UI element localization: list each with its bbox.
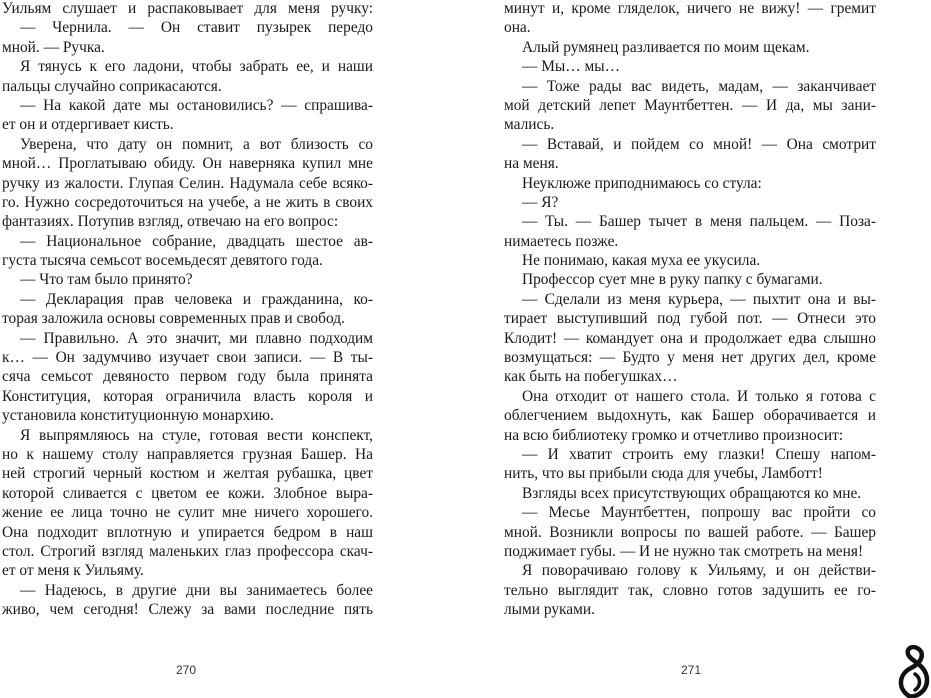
left-page-number: 270: [175, 663, 197, 677]
text-line: — Вставай, и пойдем со мной! — Она смотрит: [522, 135, 876, 153]
text-line: — Мы… мы…: [522, 58, 620, 76]
text-line: как быть на побегушках…: [504, 368, 678, 386]
text-line: Конституция, которая ограничила власть короля и: [2, 387, 373, 405]
left-page-text: [2, 0, 373, 620]
text-line: — Декларация прав человека и гражданина, ко-: [20, 290, 373, 308]
text-line: Она отходит от нашего стола. И только я готова с: [522, 387, 876, 405]
text-line: облегчением выдохнуть, как Башер оборачивается и: [504, 407, 876, 425]
text-line: мались.: [504, 116, 555, 134]
text-line: ет он и отдергивает кисть.: [2, 116, 174, 134]
text-line: ет от меня к Уильяму.: [2, 562, 144, 580]
text-line: пальцы случайно соприкасаются.: [2, 77, 222, 95]
text-line: лыми руками.: [504, 601, 595, 619]
text-line: тельно выглядит так, словно готов задушить ее го-: [504, 581, 876, 599]
text-line: — Месье Маунтбеттен, попрошу вас пройти со: [522, 504, 876, 522]
text-line: нить, что вы прибыли сюда для учебы, Ламботт!: [504, 465, 823, 483]
text-line: — И хватит строить ему глазки! Спешу напом-: [522, 445, 876, 463]
text-line: Я тянусь к его ладони, чтобы забрать ее, и наши: [20, 58, 373, 76]
text-line: Уильям слушает и распаковывает для меня ручку:: [2, 0, 373, 17]
text-line: которой сливается с цветом ее кожи. Злобное выра-: [2, 484, 373, 502]
text-line: Я поворачиваю голову к Уильяму, и он действи-: [522, 562, 876, 580]
text-line: мной… Проглатываю обиду. Он наверняка купил мне: [2, 155, 373, 173]
text-line: Я выпрямляюсь на стуле, готовая вести конспект,: [20, 426, 373, 444]
text-line: Алый румянец разливается по моим щекам.: [522, 38, 810, 56]
text-line: ручку из жалости. Глупая Селин. Надумала себе всяко-: [2, 174, 373, 192]
text-line: к… — Он задумчиво изучает свои записи. — В ты-: [2, 349, 373, 367]
text-line: она.: [504, 19, 531, 37]
text-line: го. Нужно сосредоточиться на учебе, а не жить в своих: [2, 193, 373, 211]
text-line: густа тысяча семьсот восемьдесят девятого года.: [2, 252, 323, 270]
text-line: мой детский лепет Маунтбеттен. — И да, мы зани-: [504, 96, 876, 114]
text-line: Уверена, что дату он помнит, а вот близость со: [20, 135, 373, 153]
text-line: мной. — Ручка.: [2, 38, 105, 56]
text-line: фантазиях. Потупив взгляд, отвечаю на его вопрос:: [2, 213, 339, 231]
text-line: Не понимаю, какая муха ее укусила.: [522, 252, 761, 270]
text-line: — Сделали из меня курьера, — пыхтит она и вы-: [522, 290, 876, 308]
text-line: — Чернила. — Он ставит пузырек передо: [20, 19, 373, 37]
text-line: — Я?: [522, 193, 559, 211]
text-line: стол. Строгий взгляд маленьких глаз профессора скач-: [2, 542, 373, 560]
publisher-logo-icon: [893, 644, 931, 698]
text-line: живо, чем сегодня! Слежу за вами последние пять: [2, 601, 373, 619]
text-line: — Что там было принято?: [20, 271, 193, 289]
text-line: возмущаться: — Будто у меня нет других дел, кроме: [504, 349, 876, 367]
text-line: установила конституционную монархию.: [2, 407, 274, 425]
left-page: [0, 0, 465, 698]
text-line: жение ее лица точно не сулит мне ничего хорошего.: [2, 504, 373, 522]
text-line: — На какой дате мы остановились? — спрашива-: [20, 96, 373, 114]
text-line: торая заложила основы современных прав и свобод.: [2, 310, 345, 328]
text-line: Неуклюже приподнимаюсь со стула:: [522, 174, 762, 192]
text-line: — Национальное собрание, двадцать шестое ав-: [20, 232, 373, 250]
text-line: минут и, кроме гляделок, ничего не вижу! — гремит: [504, 0, 876, 17]
text-line: Взгляды всех присутствующих обращаются ко мне.: [522, 484, 862, 502]
right-page-text: [504, 0, 876, 620]
text-line: Профессор сует мне в руку папку с бумагами.: [522, 271, 823, 289]
text-line: нимаетесь позже.: [504, 232, 619, 250]
text-line: — Тоже рады вас видеть, мадам, — заканчивает: [522, 77, 876, 95]
text-line: тирает выступивший под губой пот. — Отнеси это: [504, 310, 876, 328]
text-line: ней строгий черный костюм и желтая рубашка, цвет: [2, 465, 373, 483]
text-line: мной. Возникли вопросы по вашей работе. — Башер: [504, 523, 876, 541]
text-line: но к нашему столу направляется грузная Башер. На: [2, 445, 373, 463]
text-line: — Ты. — Башер тычет в меня пальцем. — Поза-: [522, 213, 876, 231]
text-line: сяча семьсот девяносто первом году была принята: [2, 368, 373, 386]
right-page-number: 271: [680, 663, 702, 677]
text-line: — Правильно. А это значит, ми плавно подходим: [20, 329, 373, 347]
text-line: Она подходит вплотную и упирается бедром в наш: [2, 523, 373, 541]
text-line: на меня.: [504, 155, 559, 173]
right-page: [466, 0, 931, 698]
text-line: — Надеюсь, в другие дни вы занимаетесь более: [20, 581, 373, 599]
text-line: на всю библиотеку громко и отчетливо произносит:: [504, 426, 844, 444]
text-line: Клодит! — командует она и продолжает едва слышно: [504, 329, 876, 347]
text-line: поджимает губы. — И не нужно так смотреть на меня!: [504, 542, 864, 560]
